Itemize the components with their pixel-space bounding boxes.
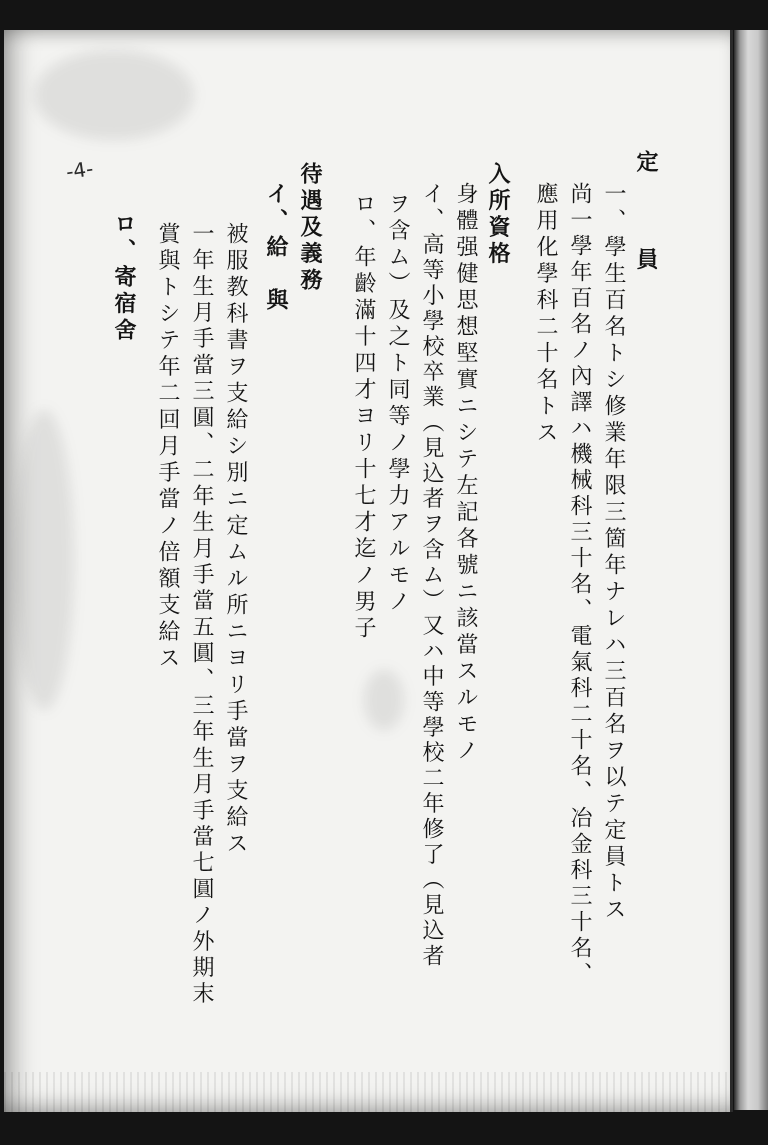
text-column: 賞與トシテ年二回月手當ノ倍額支給ス — [155, 222, 180, 673]
text-column: ロ、年齡滿十四才ヨリ十七才迄ノ男子 — [351, 192, 376, 643]
text-column: 身體强健思想堅實ニシテ左記各號ニ該當スルモノ — [453, 182, 478, 765]
subheading-dormitory: ロ、寄宿舍 — [111, 212, 136, 345]
text-column: 應用化學科二十名トス — [533, 182, 558, 447]
text-column: 被服教科書ヲ支給シ別ニ定ムル所ニヨリ手當ヲ支給ス — [223, 222, 248, 858]
text-column: 一、學生百名トシ修業年限三箇年ナレハ三百名ヲ以テ定員トス — [601, 182, 626, 924]
paper-stain — [14, 410, 74, 710]
section-heading-admission: 入所資格 — [485, 162, 510, 268]
text-column: 一年生月手當三圓、二年生月手當五圓、三年生月手當七圓ノ外期末 — [189, 222, 214, 1008]
section-heading-quota: 定 員 — [633, 150, 658, 304]
subheading-allowance: イ、給 與 — [263, 182, 288, 315]
text-column: 尚一學年百名ノ內譯ハ機械科三十名、電氣科二十名、冶金科三十名、 — [567, 182, 592, 988]
paper-stain — [34, 50, 194, 140]
adjacent-page-edge — [734, 30, 768, 1110]
document-page — [4, 30, 733, 1112]
paper-stain — [364, 670, 404, 730]
page-bottom-noise — [4, 1072, 730, 1112]
section-heading-treatment: 待遇及義務 — [297, 162, 322, 295]
text-column: イ、高等小學校卒業（見込者ヲ含ム）又ハ中等學校二年修了（見込者 — [419, 182, 444, 970]
page-number: -4- — [64, 156, 95, 184]
text-column: ヲ含ム）及之ト同等ノ學力アルモノ — [385, 192, 410, 616]
